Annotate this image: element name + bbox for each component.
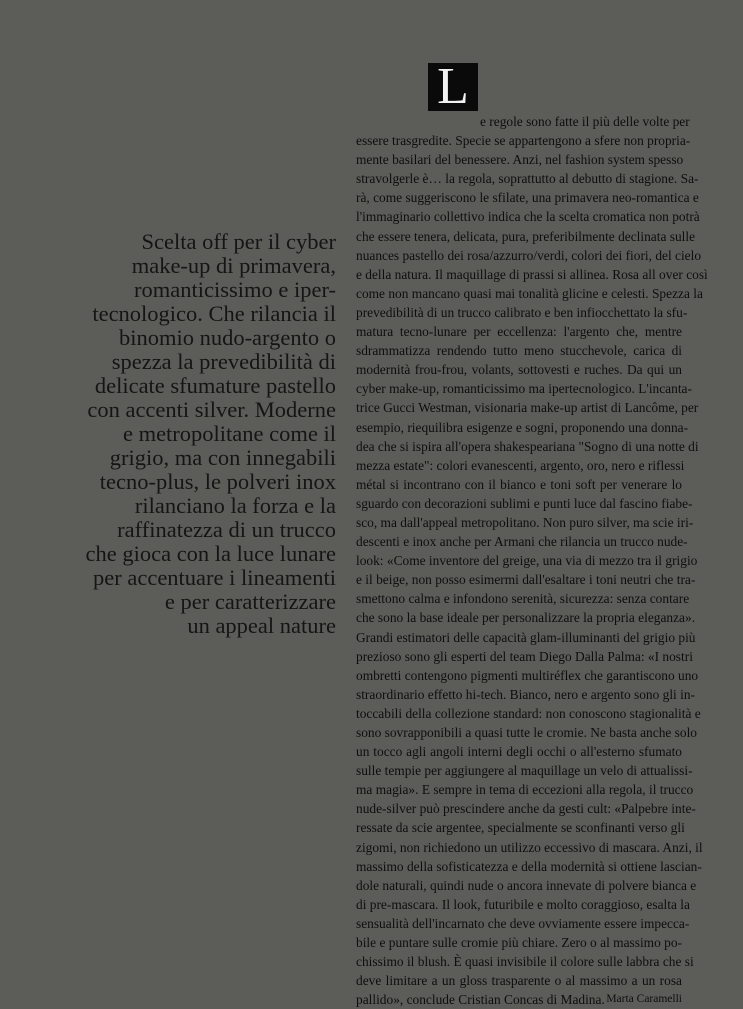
body-text-line: rà, come suggeriscono le sfilate, una primavera neo-romantica e — [356, 190, 699, 206]
pull-quote-line: per accentuare i lineamenti — [93, 565, 336, 590]
body-text-line: esempio, riequilibra esigenze e sogni, proponendo una donna- — [356, 419, 689, 435]
body-text-line: chissimo il blush. È quasi invisibile il colore sulle labbra che si — [356, 954, 694, 970]
pull-quote-line: e metropolitane come il — [122, 421, 336, 446]
pull-quote-line: binomio nudo-argento o — [118, 325, 336, 350]
body-text-line: nuances pastello dei rosa/azzurro/verdi, colori dei fiori, del cielo — [356, 247, 702, 263]
body-text-line: dea che si ispira all'opera shakespeariana "Sogno di una notte di — [356, 438, 699, 454]
body-text-line: Grandi estimatori delle capacità glam-illuminanti del grigio più — [356, 629, 696, 645]
body-text-line: modernità frou-frou, volants, sottovesti e ruches. Da qui un — [356, 362, 682, 378]
body-text-line: che sono la base ideale per personalizzare la propria eleganza». — [356, 610, 696, 626]
pull-quote-line: rilanciano la forza e la — [134, 493, 336, 518]
body-text-line: l'immaginario collettivo indica che la scelta cromatica non potrà — [356, 209, 700, 225]
body-text-line: ressate da scie argentee, specialmente se sconfinanti verso gli — [356, 820, 685, 836]
body-text-line: toccabili della collezione standard: non conoscono stagionalità e — [356, 705, 701, 721]
body-text-line: sguardo con decorazioni sublimi e punti luce dal fascino fiabe- — [356, 495, 693, 511]
pull-quote-line: e per caratterizzare — [164, 589, 336, 614]
body-text-line: sco, ma dall'appeal metropolitano. Non puro silver, ma scie iri- — [356, 514, 694, 530]
body-text-line: ma magia». E sempre in tema di eccezioni alla regola, il trucco — [356, 782, 694, 798]
body-text-line: nude-silver può prescindere anche da gesti cult: «Palpebre inte- — [356, 801, 696, 817]
author-byline: Marta Caramelli — [606, 993, 682, 1006]
body-text-line: look: «Come inventore del greige, una via di mezzo tra il grigio — [356, 553, 698, 569]
body-text-line: matura tecno-lunare per eccellenza: l'argento che, mentre — [356, 324, 682, 340]
pull-quote-line: tecnologico. Che rilancia il — [92, 301, 336, 326]
body-text-line: dole naturali, quindi nude o ancora innevate di polvere bianca e — [356, 877, 697, 893]
pull-quote-line: spezza la prevedibilità di — [111, 349, 336, 374]
body-text-line: métal si incontrano con il bianco e toni soft per venerare lo — [356, 476, 682, 492]
body-text-line: descenti e inox anche per Armani che rilancia un trucco nude- — [356, 534, 688, 550]
pull-quote-line: delicate sfumature pastello — [94, 373, 336, 398]
pull-quote-line: grigio, ma con innegabili — [109, 445, 336, 470]
body-text-line: mente basilari del benessere. Anzi, nel fashion system spesso — [356, 152, 684, 168]
body-text-line: deve limitare a un gloss trasparente o al massimo a un rosa — [356, 973, 682, 989]
body-text-line: prezioso sono gli esperti del team Diego Dalla Palma: «I nostri — [356, 648, 693, 664]
body-text-line: trice Gucci Westman, visionaria make-up artist di Lancôme, per — [356, 400, 699, 416]
pull-quote-line: che gioca con la luce lunare — [85, 541, 336, 566]
body-text-line: essere trasgredite. Specie se appartengono a sfere non propria- — [356, 133, 691, 149]
body-text-line: sono sovrapponibili a quasi tutte le cromie. Ne basta anche solo — [356, 725, 698, 740]
pull-quote-line: con accenti silver. Moderne — [87, 397, 336, 422]
body-text-line: stravolgerle è… la regola, soprattutto al debutto di stagione. Sa- — [356, 171, 699, 187]
body-text-line: smettono calma e infondono serenità, sicurezza: senza contare — [356, 591, 690, 607]
body-text-line: e della natura. Il maquillage di prassi si allinea. Rosa all over così — [356, 266, 708, 282]
body-text-final-sentence: pallido», conclude Cristian Concas di Madina. — [356, 992, 605, 1008]
body-text-line: e il beige, non posso esimermi dall'esaltare i toni neutri che tra- — [356, 572, 696, 588]
pull-quote-line: un appeal nature — [187, 613, 336, 638]
body-text-line: di pre-mascara. Il look, futuribile e molto coraggioso, esalta la — [356, 896, 690, 912]
body-text-line: e regole sono fatte il più delle volte per — [480, 114, 690, 129]
pull-quote-line: raffinatezza di un trucco — [117, 517, 336, 542]
body-text-line: prevedibilità di un trucco calibrato e ben infiocchettato la sfu- — [356, 304, 688, 320]
body-text-line: mezza estate": colori evanescenti, argento, oro, nero e riflessi — [356, 457, 685, 473]
body-text-line: cyber make-up, romanticissimo ma ipertecnologico. L'incanta- — [356, 381, 692, 397]
body-text-line: zigomi, non richiedono un utilizzo eccessivo di mascara. Anzi, il — [356, 839, 703, 855]
body-text-line: come non mancano quasi mai tonalità glicine e celesti. Spezza la — [356, 285, 703, 301]
body-text-line: bile e puntare sulle cromie più chiare. Zero o al massimo po- — [356, 935, 682, 951]
pull-quote-line: romanticissimo e iper- — [134, 277, 336, 302]
body-text-line: sdrammatizza rendendo tutto meno stucchevole, carica di — [356, 343, 682, 359]
body-text-line: sulle tempie per aggiungere al maquillage un velo di attualissi- — [356, 763, 693, 779]
body-text-line: un tocco agli angoli interni degli occhi o all'esterno sfumato — [356, 744, 682, 760]
article-body — [356, 112, 708, 1009]
body-text-line: massimo della sofisticatezza e della modernità si ottiene lascian- — [356, 858, 702, 874]
pull-quote-line: Scelta off per il cyber — [141, 229, 336, 254]
body-text-line: ombretti contengono pigmenti multiréflex che garantiscono uno — [356, 667, 699, 683]
pull-quote-line: make-up di primavera, — [131, 253, 336, 278]
body-text-line: sensualità dell'incarnato che deve ovviamente essere impecca- — [356, 915, 690, 931]
pull-quote — [40, 230, 336, 638]
pull-quote-line: tecno-plus, le polveri inox — [99, 469, 336, 494]
body-text-line: straordinario effetto hi-tech. Bianco, nero e argento sono gli in- — [356, 686, 696, 702]
drop-cap: L — [428, 63, 478, 111]
body-text-line: che essere tenera, delicata, pura, preferibilmente declinata sulle — [356, 228, 696, 244]
